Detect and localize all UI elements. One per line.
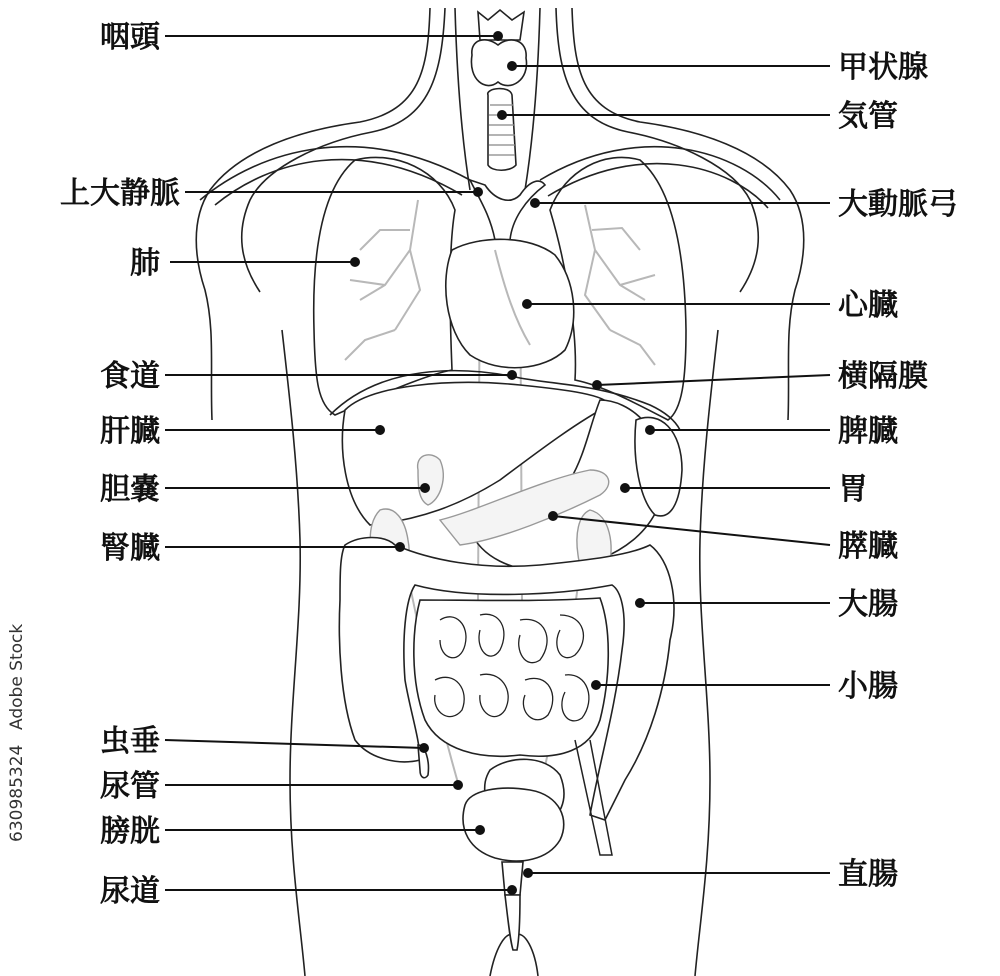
small-intestine xyxy=(414,598,608,756)
label-aortic-arch: 大動脈弓 xyxy=(838,187,958,222)
label-trachea: 気管 xyxy=(838,99,898,134)
label-large-intestine: 大腸 xyxy=(838,587,898,622)
stock-brand: Adobe Stock xyxy=(7,623,27,730)
label-kidney: 腎臓 xyxy=(100,531,160,566)
label-gallbladder: 胆嚢 xyxy=(100,472,160,507)
pelvic-organs xyxy=(463,740,612,950)
label-thyroid: 甲状腺 xyxy=(838,50,928,85)
label-superior-vena-cava: 上大静脈 xyxy=(60,176,180,211)
label-lung: 肺 xyxy=(130,246,160,281)
watermark xyxy=(7,624,27,842)
stock-id: 630985324 xyxy=(7,744,27,842)
label-ureter: 尿管 xyxy=(100,769,160,804)
right-labels xyxy=(497,50,958,892)
label-rectum: 直腸 xyxy=(838,857,898,892)
label-stomach: 胃 xyxy=(838,472,868,507)
label-esophagus: 食道 xyxy=(100,359,160,394)
label-heart: 心臓 xyxy=(838,288,898,323)
label-liver: 肝臓 xyxy=(100,414,160,449)
label-bladder: 膀胱 xyxy=(100,814,160,849)
label-urethra: 尿道 xyxy=(100,874,160,909)
label-small-intestine: 小腸 xyxy=(838,669,898,704)
label-appendix: 虫垂 xyxy=(100,724,160,759)
label-diaphragm: 横隔膜 xyxy=(838,359,928,394)
label-pharynx: 咽頭 xyxy=(100,20,160,55)
label-spleen: 脾臓 xyxy=(838,414,898,449)
label-pancreas: 膵臓 xyxy=(838,529,898,564)
